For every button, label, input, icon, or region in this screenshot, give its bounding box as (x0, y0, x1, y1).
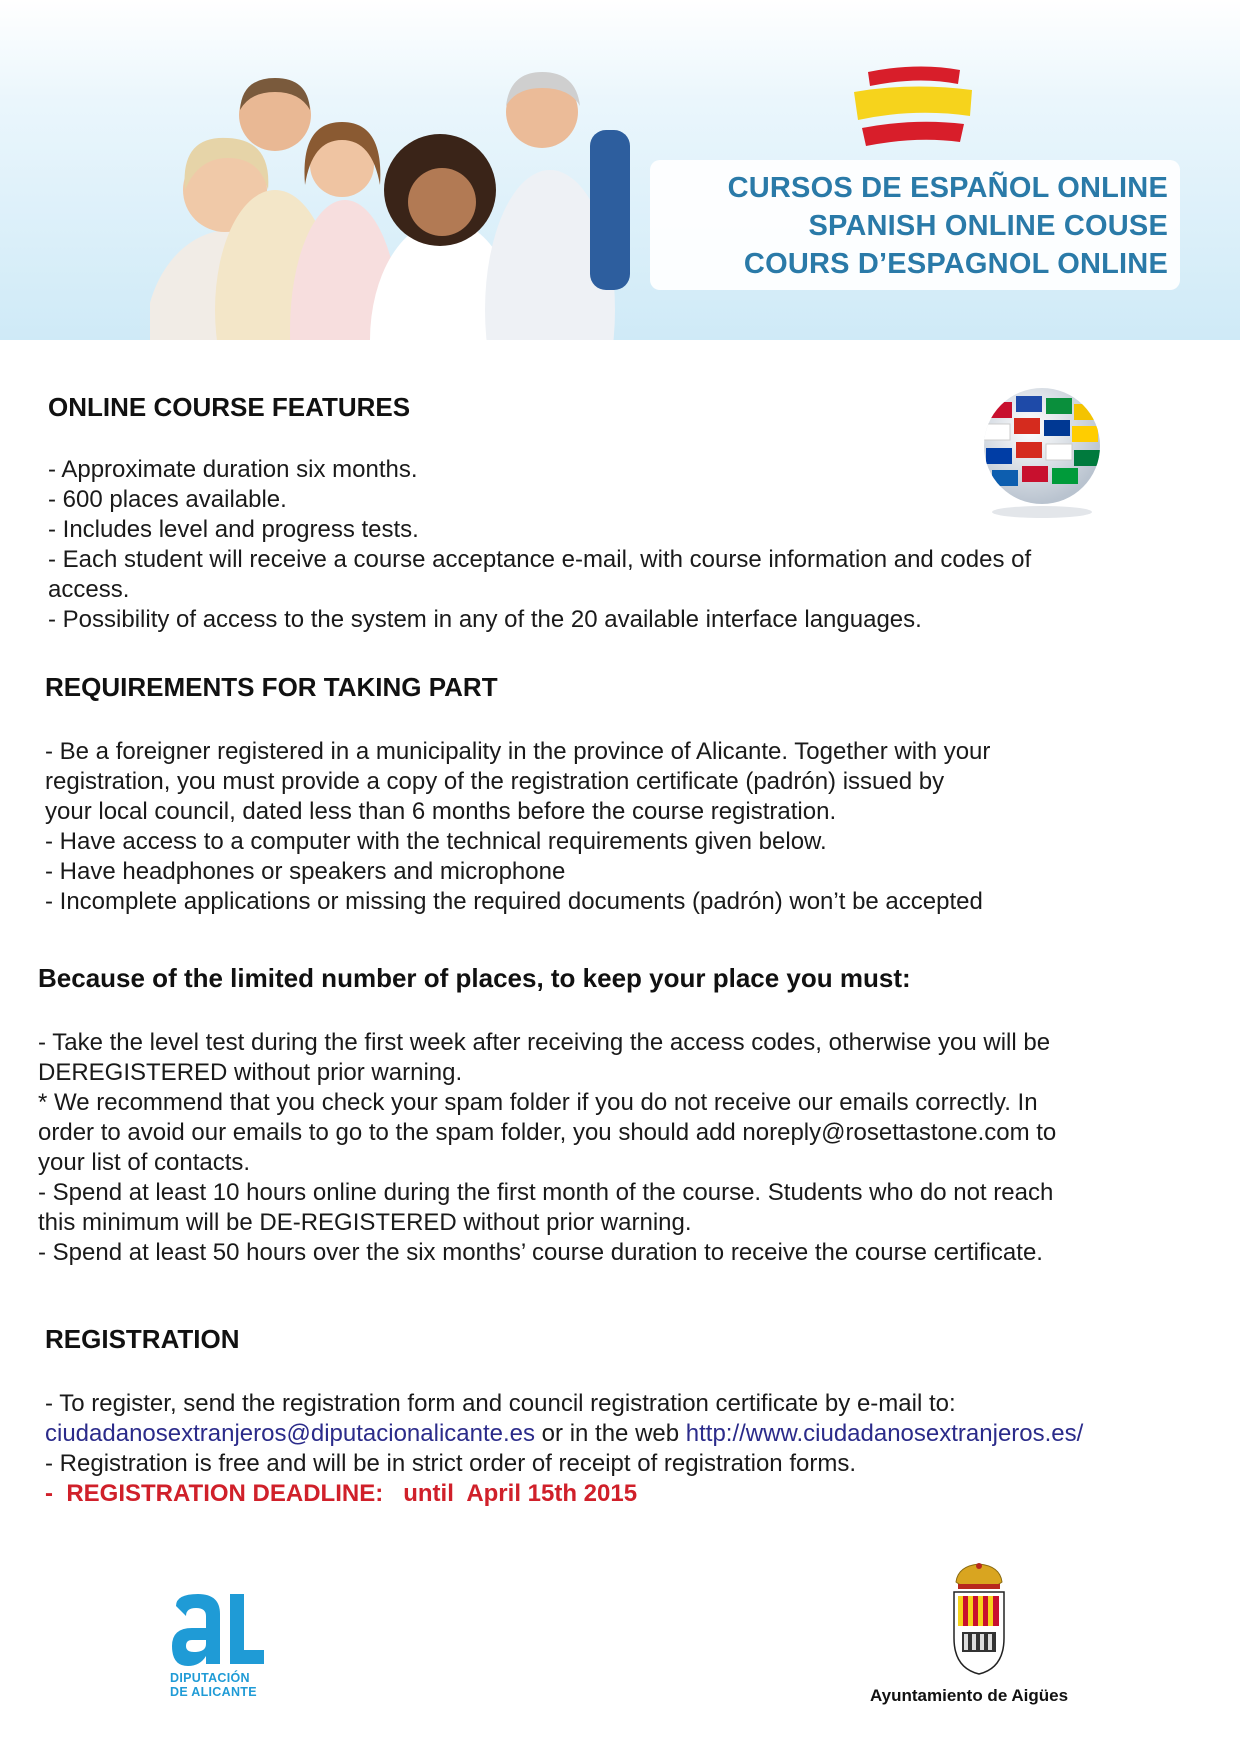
requirement-line: - Have access to a computer with the technical requirements given below. (45, 828, 827, 855)
requirement-line: - Incomplete applications or missing the required documents (padrón) won’t be accepted (45, 888, 983, 915)
registration-heading: REGISTRATION (45, 1324, 240, 1354)
feature-line: - 600 places available. (48, 486, 287, 513)
limited-line: DEREGISTERED without prior warning. (38, 1059, 463, 1086)
flags-globe-icon (976, 382, 1108, 522)
requirements-heading: REQUIREMENTS FOR TAKING PART (45, 672, 498, 702)
features-heading: ONLINE COURSE FEATURES (48, 392, 411, 422)
feature-line: - Possibility of access to the system in any of the 20 available interface languages. (48, 606, 922, 633)
dip-line-2: DE ALICANTE (170, 1685, 257, 1699)
feature-line: - Includes level and progress tests. (48, 516, 419, 543)
or-web-text: or in the web (535, 1420, 686, 1447)
spain-flag-brush-icon (848, 62, 978, 150)
header-banner (0, 0, 1240, 340)
limited-line: - Spend at least 50 hours over the six months’ course duration to receive the course certificate. (38, 1239, 1043, 1266)
title-french: COURS D’ESPAGNOL ONLINE (743, 248, 1168, 280)
title-english: SPANISH ONLINE COUSE (808, 210, 1168, 242)
students-group-photo (150, 40, 710, 340)
dip-line-1: DIPUTACIÓN (170, 1671, 250, 1685)
registration-contact-line (45, 1420, 1083, 1448)
limited-places-heading: Because of the limited number of places, to keep your place you must: (38, 963, 911, 993)
registration-web-link[interactable]: http://www.ciudadanosextranjeros.es/ (685, 1420, 1084, 1447)
limited-line: order to avoid our emails to go to the spam folder, you should add noreply@rosettastone.com to (38, 1119, 1057, 1146)
limited-line: * We recommend that you check your spam folder if you do not receive our emails correctly. In (38, 1089, 1038, 1116)
feature-line: access. (48, 576, 130, 603)
limited-line: this minimum will be DE-REGISTERED without prior warning. (38, 1209, 692, 1236)
requirement-line: - Be a foreigner registered in a municipality in the province of Alicante. Together with your (45, 738, 991, 765)
requirement-line: - Have headphones or speakers and microphone (45, 858, 566, 885)
limited-line: your list of contacts. (38, 1149, 251, 1176)
registration-deadline: - REGISTRATION DEADLINE: until April 15th 2015 (45, 1480, 638, 1507)
requirement-line: your local council, dated less than 6 months before the course registration. (45, 798, 837, 825)
coat-of-arms-icon (944, 1560, 1014, 1680)
diputacion-logo-text (170, 1671, 257, 1699)
ayuntamiento-label: Ayuntamiento de Aigües (870, 1686, 1069, 1705)
course-title-box (650, 160, 1180, 290)
title-spanish: CURSOS DE ESPAÑOL ONLINE (727, 172, 1168, 204)
feature-line: - Approximate duration six months. (48, 456, 418, 483)
limited-line: - Spend at least 10 hours online during the first month of the course. Students who do not reach (38, 1179, 1054, 1206)
registration-line: - To register, send the registration form and council registration certificate by e-mail to: (45, 1390, 956, 1417)
registration-email-link[interactable]: ciudadanosextranjeros@diputacionalicante.es (45, 1420, 536, 1447)
requirement-line: registration, you must provide a copy of the registration certificate (padrón) issued by (45, 768, 945, 795)
registration-line: - Registration is free and will be in strict order of receipt of registration forms. (45, 1450, 856, 1477)
feature-line: - Each student will receive a course acceptance e-mail, with course information and codes of (48, 546, 1032, 573)
limited-line: - Take the level test during the first week after receiving the access codes, otherwise you will be (38, 1029, 1051, 1056)
